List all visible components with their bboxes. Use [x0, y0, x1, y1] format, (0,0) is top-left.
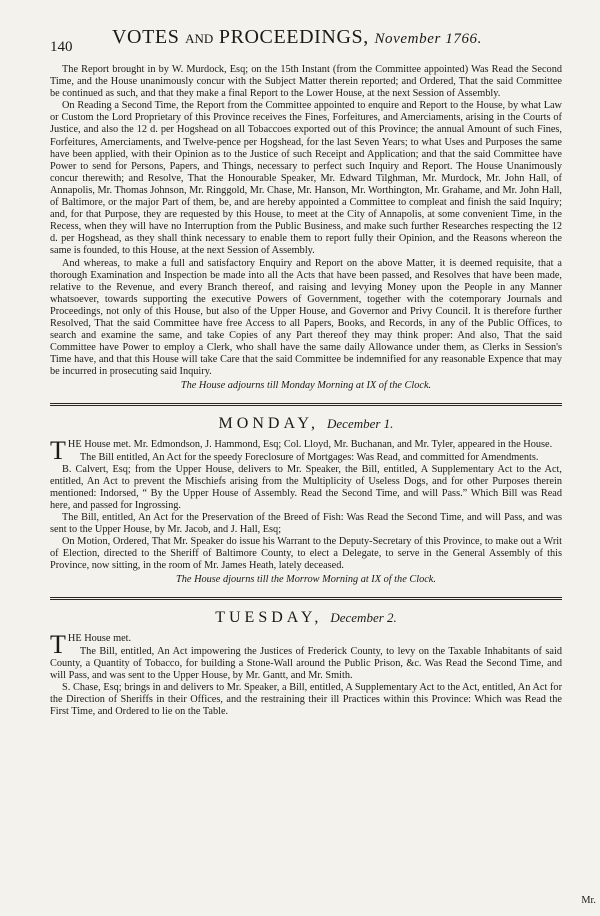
section-divider — [50, 597, 562, 600]
day-name: MONDAY, — [218, 415, 320, 433]
paragraph-calvert: B. Calvert, Esq; from the Upper House, delivers to Mr. Speaker, the Bill, entitled, A Supplementary Act to the Act, entitled, An Act to prevent the Mischiefs arising from the Multiplicity of Useless Dogs, and for other Purposes therein mentioned: Indorsed, “ By the Upper House of Assembly. Read the Second Time, and will Pass.” Which Bill was Read here, and passed for Ingrossing. — [50, 463, 562, 511]
paragraph-motion: On Motion, Ordered, That Mr. Speaker do issue his Warrant to the Deputy-Secretary of this Province, to make out a Writ of Election, directed to the Sheriff of Baltimore County, to elect a Delegate, to serve in the General Assembly of this Province, now sitting, in the room of Mr. James Heath, lately deceased. — [50, 536, 562, 572]
day-date: December 1. — [327, 416, 394, 432]
title-and: AND — [185, 31, 214, 46]
paragraph-chase-bill: S. Chase, Esq; brings in and delivers to Mr. Speaker, a Bill, entitled, A Supplementary Act to the Act, entitled, An Act for the Direction of Sheriffs in their Offices, and the restraining their ill Practices within this Province: Which was Read the First Time, and Ordered to lie on the Table. — [50, 681, 562, 718]
paragraph-house-met — [50, 630, 562, 660]
day-name: TUESDAY, — [215, 609, 323, 627]
paragraph-report: The Report brought in by W. Murdock, Esq; on the 15th Instant (from the Committee appointed) Was Read the Second Time, and the House unanimously concur with the Subject Matter therein reported; and Ordered, That the said Committee be continued as such, and that they make a final Report to the Lower House, at the next Session of Assembly. — [50, 64, 562, 100]
paragraph-fish: The Bill, entitled, An Act for the Preservation of the Breed of Fish: Was Read the Second Time, and will Pass, and was sent to the Upper House, by Mr. Jacob, and J. Hall, Esq; — [50, 512, 562, 536]
running-header — [50, 18, 562, 64]
paragraph-second-reading: On Reading a Second Time, the Report from the Committee appointed to enquire and Report to the House, by what Law or Custom the Lord Proprietary of this Province receives the Fines, Forfeitures, and Amerciaments, arising in the Courts of Justice, and also the 12 d. per Hogshead on all Tobaccoes exported out of this Province; the annual Amount of such Fines, Forfeitures, Amerciaments, and Twelve-pence per Hogshead, for the last Seven Years; to what Uses and Purposes the same have been applied, with their Opinion as to the Justice of such Receipt and Application; and that the said Committee have Power to send for Persons, Papers, and Things, necessary to perfect such Inquiry and Report. The House Unanimously concur therewith; and Resolve, That the Honourable Speaker, Mr. Edward Tilghman, Mr. Murdock, Mr. John Hall, of Annapolis, Mr. Thomas Johnson, Mr. Ringgold, Mr. Chase, Mr. Hanson, Mr. Worthington, Mr. Grahame, and Mr. John Hall, of Baltimore, or the major Part of them, be, and are hereby appointed a Committee to compleat and finish the said Inquiry; and, for that Purpose, they are requested by this House, to meet at the City of Annapolis, at some convenient Time, in the Recess, when they will have no Interruption from the Public Business, and make such further Researches respecting the 12 d. per Hogshead, as they shall think necessary to enable them to report fully their Opinion, and the Reasons whereon the same is founded, to this House, at the next Session of Assembly. — [50, 100, 562, 257]
paragraph-whereas: And whereas, to make a full and satisfactory Enquiry and Report on the above Matter, it is deemed requisite, that a thorough Examination and Inspection be made into all the Acts that have been passed, and Resolves that have been made, relative to the Revenue, and every Branch thereof, and raising and levying Money upon the People in any Manner whatsoever, towards supporting the executive Powers of Government, together with the cotemporary Journals and Proceedings, not only of this House, but also of the Upper House, and Governor and Privy Council. It is therefore further Resolved, That the said Committee have free Access to all Papers, Books, and Records, in any of the Public Offices, to search and examine the same, and take Copies of any Part thereof they may think proper: And also, That the said Committee have Power to employ a Clerk, who shall have the same daily Allowance under them, as Clerks in Session's Time have, and that this House will take Care that the said Committee be indemnified for any reasonable Expence that may be incurred in prosecuting said Inquiry. — [50, 257, 562, 378]
adjournment-note: The House djourns till the Morrow Morning at IX of the Clock. — [176, 574, 436, 586]
house-met-text: HE House met. Mr. Edmondson, J. Hammond, Esq; Col. Lloyd, Mr. Buchanan, and Mr. Tyler, appeared in the House. — [67, 439, 553, 451]
adjournment-note: The House adjourns till Monday Morning at IX of the Clock. — [180, 380, 432, 392]
page-number: 140 — [50, 39, 73, 55]
title-votes: VOTES — [112, 26, 180, 48]
catchword: Mr. — [581, 895, 596, 906]
section-divider — [50, 403, 562, 406]
title-proceedings: PROCEEDINGS, — [218, 26, 369, 48]
drop-cap: T — [50, 630, 66, 660]
day-date: December 2. — [330, 610, 397, 626]
paragraph-frederick-county: The Bill, entitled, An Act impowering the Justices of Frederick County, to levy on the Taxable Inhabitants of said County, a Quantity of Tobacco, for building a Stone-Wall around the Public Prison, &c. Was Read the Second Time, and will Pass, and was sent to the Upper House, by Mr. Gantt, and Mr. Smith. — [50, 645, 562, 681]
house-met-text: HE House met. — [67, 633, 132, 645]
document-page — [50, 18, 562, 718]
day-heading-monday — [50, 415, 562, 433]
running-title — [112, 26, 482, 49]
drop-cap: T — [50, 436, 66, 466]
header-date: November 1766. — [374, 31, 483, 47]
paragraph-mortgages: The Bill entitled, An Act for the speedy Foreclosure of Mortgages: Was Read, and committed for Amendments. — [79, 451, 539, 463]
day-heading-tuesday — [50, 609, 562, 627]
